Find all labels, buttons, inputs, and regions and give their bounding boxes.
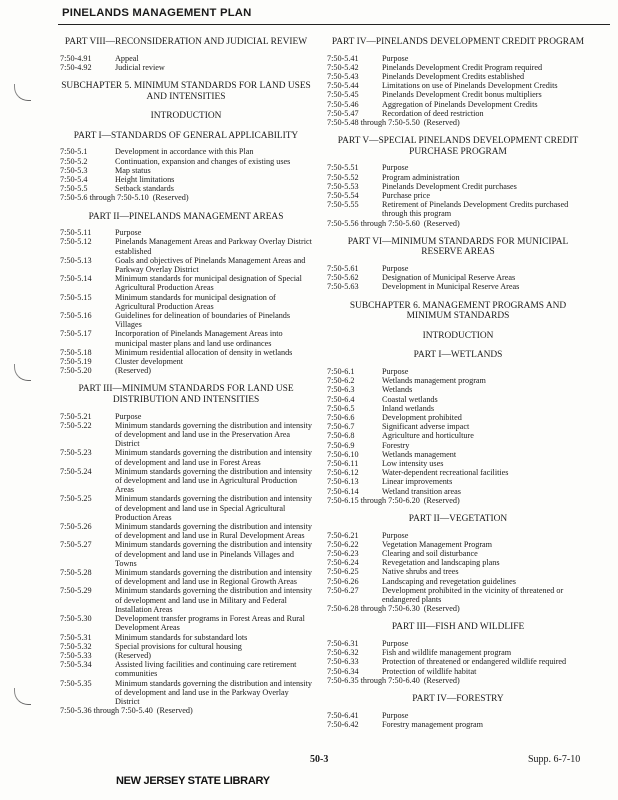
section-number: 7:50-6.24: [327, 558, 359, 568]
section-title: Map status: [115, 165, 151, 175]
binder-hole-mark: [14, 364, 31, 381]
section-entry: [327, 90, 589, 99]
section-number: 7:50-5.36 through 7:50-5.40: [60, 706, 153, 716]
section-number: 7:50-6.31: [327, 639, 359, 649]
section-entry: [327, 395, 589, 404]
section-entry: [60, 175, 312, 184]
section-title: Pinelands Development Credits established: [382, 72, 525, 81]
section-entry: [327, 100, 589, 109]
section-entry: [327, 72, 589, 81]
section-number: 7:50-5.19: [60, 357, 92, 367]
section-title: Purpose: [115, 228, 142, 238]
section-entry: [60, 642, 312, 651]
section-title: Development prohibited: [382, 413, 462, 423]
section-number: 7:50-5.63: [327, 282, 359, 292]
section-title: Purchase price: [382, 191, 430, 201]
section-number: 7:50-6.35 through 7:50-6.40: [327, 675, 420, 685]
section-entry: [60, 633, 312, 642]
section-entry-list: [327, 264, 589, 292]
page-number: 50-3: [310, 754, 329, 765]
section-number: 7:50-5.42: [327, 62, 359, 72]
section-entry-list: [327, 367, 589, 505]
section-heading: INTRODUCTION: [150, 111, 222, 122]
section-title: Minimum standards governing the distribution and intensity of development and land use in the Preservation Area District: [115, 420, 312, 449]
section-entry: [327, 540, 589, 549]
section-title: Wetland transition areas: [382, 486, 461, 496]
section-title: Minimum standards for municipal designation of Agricultural Production Areas: [115, 292, 276, 311]
section-entry: [60, 660, 312, 678]
section-number: 7:50-5.6 through 7:50-5.10: [60, 193, 149, 203]
section-title: Forestry: [382, 440, 410, 450]
section-entry-list: [327, 54, 589, 128]
section-heading: PART I—WETLANDS: [413, 350, 503, 361]
section-entry: [327, 163, 589, 172]
section-entry: [327, 219, 589, 228]
section-number: 7:50-5.55: [327, 200, 359, 210]
section-number: 7:50-5.2: [60, 156, 88, 166]
section-entry-list: [327, 531, 589, 614]
section-heading: PART V—SPECIAL PINELANDS DEVELOPMENT CREDIT PURCHASE PROGRAM: [337, 136, 579, 157]
section-entry: [60, 256, 312, 274]
section-title: Coastal wetlands: [382, 394, 438, 404]
section-entry: [327, 531, 589, 540]
section-entry: [60, 166, 312, 175]
section-title: Purpose: [382, 367, 409, 376]
section-title: Significant adverse impact: [382, 422, 470, 432]
section-entry: [327, 586, 589, 604]
section-entry: [327, 109, 589, 118]
section-entry: [60, 237, 312, 255]
section-number: 7:50-6.42: [327, 719, 359, 729]
section-number: 7:50-5.3: [60, 165, 88, 175]
section-number: 7:50-5.35: [60, 678, 92, 688]
section-number: 7:50-5.51: [327, 163, 359, 173]
section-entry: [327, 549, 589, 558]
section-entry: [327, 385, 589, 394]
section-title: Goals and objectives of Pinelands Management Areas and Parkway Overlay District: [115, 255, 306, 274]
section-number: 7:50-6.8: [327, 431, 355, 441]
section-title: Wetlands management: [382, 449, 457, 459]
section-entry: [60, 614, 312, 632]
section-title: Designation of Municipal Reserve Areas: [382, 273, 516, 283]
section-title: Special provisions for cultural housing: [115, 641, 242, 651]
section-title: Pinelands Development Credit bonus multipliers: [382, 90, 542, 100]
section-title: Minimum standards governing the distribution and intensity of development and land use in Military and Federal Installation Areas: [115, 586, 312, 614]
section-title: Minimum standards governing the distribution and intensity of development and land use in Special Agricultural Production Areas: [115, 494, 312, 522]
section-number: 7:50-5.24: [60, 466, 92, 476]
section-title: Purpose: [382, 163, 409, 173]
section-title: Development prohibited in the vicinity of threatened or endangered plants: [382, 585, 564, 605]
section-title: (Reserved): [423, 218, 460, 228]
section-entry: [60, 679, 312, 707]
section-number: 7:50-5.46: [327, 99, 359, 109]
section-title: Pinelands Development Credit Program required: [382, 62, 543, 72]
section-entry: [327, 63, 589, 72]
section-number: 7:50-6.22: [327, 539, 359, 549]
section-entry-list: [60, 412, 312, 716]
section-number: 7:50-6.10: [327, 449, 359, 459]
section-entry: [60, 193, 312, 202]
section-entry: [60, 274, 312, 292]
section-title: Minimum standards governing the distribution and intensity of development and land use in Pinelands Villages and Towns: [115, 540, 312, 568]
section-title: Guidelines for delineation of boundaries of Pinelands Villages: [115, 311, 291, 330]
section-number: 7:50-5.43: [327, 72, 359, 81]
section-number: 7:50-6.4: [327, 394, 355, 404]
section-title: Appeal: [115, 53, 139, 63]
section-entry: [60, 348, 312, 357]
section-title: Inland wetlands: [382, 403, 435, 413]
section-number: 7:50-5.56 through 7:50-5.60: [327, 218, 420, 228]
section-entry: [327, 422, 589, 431]
section-number: 7:50-5.27: [60, 540, 92, 550]
section-title: Fish and wildlife management program: [382, 648, 512, 658]
right-column: [327, 28, 589, 729]
section-number: 7:50-5.12: [60, 237, 92, 247]
section-number: 7:50-5.11: [60, 228, 92, 238]
section-number: 7:50-5.45: [327, 90, 359, 100]
section-number: 7:50-6.6: [327, 413, 355, 423]
binder-hole-mark: [14, 84, 31, 101]
section-number: 7:50-4.92: [60, 62, 92, 72]
section-entry: [60, 421, 312, 449]
section-number: 7:50-5.4: [60, 174, 88, 184]
section-heading: PART III—MINIMUM STANDARDS FOR LAND USE DISTRIBUTION AND INTENSITIES: [78, 384, 294, 406]
section-title: Height limitations: [115, 174, 175, 184]
section-number: 7:50-5.22: [60, 420, 92, 430]
section-title: Protection of wildlife habitat: [382, 666, 477, 676]
section-title: Wetlands management program: [382, 376, 486, 386]
section-title: Minimum standards governing the distribution and intensity of development and land use in Regional Growth Areas: [115, 568, 312, 587]
section-title: Incorporation of Pinelands Management Areas into municipal master plans and land use ordinances: [115, 329, 283, 348]
section-title: Cluster development: [115, 357, 183, 367]
section-number: 7:50-5.30: [60, 614, 92, 624]
section-title: Minimum standards for substandard lots: [115, 632, 248, 642]
section-number: 7:50-5.20: [60, 366, 92, 376]
section-number: 7:50-5.17: [60, 329, 92, 339]
section-title: Purpose: [382, 710, 409, 720]
section-title: Purpose: [382, 53, 409, 63]
section-entry: [60, 184, 312, 193]
section-title: Native shrubs and trees: [382, 567, 459, 577]
section-number: 7:50-5.25: [60, 494, 92, 504]
section-number: 7:50-5.41: [327, 53, 359, 63]
section-entry: [327, 720, 589, 729]
section-entry: [60, 448, 312, 466]
section-entry: [327, 468, 589, 477]
section-number: 7:50-6.23: [327, 549, 359, 559]
section-number: 7:50-6.14: [327, 486, 359, 496]
section-entry-list: [327, 163, 589, 227]
section-number: 7:50-6.33: [327, 657, 359, 667]
section-number: 7:50-6.41: [327, 710, 359, 720]
section-entry: [60, 329, 312, 347]
section-entry: [327, 191, 589, 200]
section-number: 7:50-6.21: [327, 530, 359, 540]
section-number: 7:50-5.44: [327, 81, 359, 91]
section-title: Water-dependent recreational facilities: [382, 468, 509, 478]
section-entry: [327, 441, 589, 450]
section-heading: SUBCHAPTER 6. MANAGEMENT PROGRAMS AND MINIMUM STANDARDS: [349, 300, 567, 322]
library-stamp: NEW JERSEY STATE LIBRARY: [116, 775, 270, 787]
section-entry: [60, 357, 312, 366]
section-title: (Reserved): [423, 118, 460, 128]
section-entry: [60, 467, 312, 495]
section-entry-list: [60, 147, 312, 202]
section-number: 7:50-6.12: [327, 468, 359, 478]
section-number: 7:50-6.9: [327, 440, 355, 450]
section-title: Minimum standards governing the distribution and intensity of development and land use in Rural Development Areas: [115, 522, 312, 541]
section-title: Pinelands Development Credit purchases: [382, 181, 517, 191]
section-title: (Reserved): [423, 604, 460, 614]
section-entry: [327, 577, 589, 586]
section-entry: [327, 431, 589, 440]
section-entry: [60, 586, 312, 614]
section-entry: [60, 54, 312, 63]
section-entry: [60, 63, 312, 72]
section-number: 7:50-6.34: [327, 666, 359, 676]
section-title: Judicial review: [115, 62, 165, 72]
section-number: 7:50-5.1: [60, 147, 88, 157]
section-number: 7:50-6.27: [327, 585, 359, 595]
section-title: Vegetation Management Program: [382, 539, 493, 549]
section-title: Minimum standards governing the distribution and intensity of development and land use in Forest Areas: [115, 448, 312, 467]
section-number: 7:50-6.5: [327, 403, 355, 413]
section-heading: PART IV—PINELANDS DEVELOPMENT CREDIT PROGRAM: [331, 37, 585, 47]
section-entry: [60, 366, 312, 375]
section-title: Purpose: [382, 530, 409, 540]
section-title: Assisted living facilities and continuing care retirement communities: [115, 660, 297, 679]
section-entry: [327, 450, 589, 459]
section-title: (Reserved): [156, 706, 193, 716]
section-entry: [60, 706, 312, 715]
section-number: 7:50-5.26: [60, 522, 92, 532]
section-entry-list: [60, 54, 312, 72]
section-entry: [327, 496, 589, 505]
section-entry: [327, 459, 589, 468]
section-number: 7:50-5.54: [327, 191, 359, 201]
header-rule: [58, 24, 610, 25]
section-number: 7:50-5.48 through 7:50-5.50: [327, 118, 420, 128]
section-title: (Reserved): [152, 193, 189, 203]
section-title: Landscaping and revegetation guidelines: [382, 576, 516, 586]
section-entry: [327, 273, 589, 282]
section-title: (Reserved): [423, 675, 460, 685]
section-title: (Reserved): [423, 495, 460, 505]
section-title: Pinelands Management Areas and Parkway Overlay District established: [115, 237, 312, 256]
section-number: 7:50-6.1: [327, 367, 355, 376]
section-entry: [327, 639, 589, 648]
section-entry-list: [60, 228, 312, 375]
section-entry: [327, 282, 589, 291]
section-entry: [327, 376, 589, 385]
section-number: 7:50-5.13: [60, 255, 92, 265]
section-entry: [327, 657, 589, 666]
section-number: 7:50-6.2: [327, 376, 355, 386]
section-number: 7:50-5.18: [60, 347, 92, 357]
section-number: 7:50-5.5: [60, 184, 88, 194]
section-title: Purpose: [382, 264, 409, 274]
section-number: 7:50-6.26: [327, 576, 359, 586]
left-column: [60, 28, 312, 715]
section-title: Development in accordance with this Plan: [115, 147, 254, 157]
section-number: 7:50-6.32: [327, 648, 359, 658]
section-entry: [327, 711, 589, 720]
section-heading: PART IV—FORESTRY: [412, 694, 504, 705]
section-number: 7:50-6.13: [327, 477, 359, 487]
section-entry: [327, 367, 589, 376]
section-entry: [60, 293, 312, 311]
section-title: Purpose: [115, 411, 142, 421]
section-title: (Reserved): [115, 650, 151, 660]
section-entry: [327, 173, 589, 182]
section-entry: [327, 81, 589, 90]
section-entry: [60, 147, 312, 156]
section-title: Limitations on use of Pinelands Development Credits: [382, 81, 558, 91]
section-entry: [60, 494, 312, 522]
section-title: Forestry management program: [382, 719, 483, 729]
section-number: 7:50-5.14: [60, 274, 92, 284]
section-number: 7:50-5.47: [327, 108, 359, 118]
section-number: 7:50-5.61: [327, 264, 359, 274]
section-entry: [327, 604, 589, 613]
section-number: 7:50-5.31: [60, 632, 92, 642]
section-entry: [60, 568, 312, 586]
section-number: 7:50-6.3: [327, 385, 355, 395]
supplement-date: Supp. 6-7-10: [528, 754, 581, 765]
section-entry: [60, 651, 312, 660]
section-number: 7:50-5.16: [60, 311, 92, 321]
section-title: Agriculture and horticulture: [382, 431, 474, 441]
section-title: Minimum standards for municipal designation of Special Agricultural Production Areas: [115, 274, 302, 293]
section-number: 7:50-5.21: [60, 411, 92, 421]
section-title: Continuation, expansion and changes of existing uses: [115, 156, 291, 166]
section-title: Low intensity uses: [382, 459, 444, 469]
section-number: 7:50-6.7: [327, 422, 355, 432]
section-entry: [327, 200, 589, 218]
section-entry: [327, 558, 589, 567]
section-title: Protection of threatened or endangered wildlife required: [382, 657, 567, 667]
section-number: 7:50-5.32: [60, 641, 92, 651]
section-entry: [60, 311, 312, 329]
section-heading: PART I—STANDARDS OF GENERAL APPLICABILITY: [73, 130, 299, 141]
section-entry: [327, 404, 589, 413]
section-title: Minimum standards governing the distribution and intensity of development and land use in the Parkway Overlay District: [115, 678, 312, 706]
section-number: 7:50-6.28 through 7:50-6.30: [327, 604, 420, 614]
section-number: 7:50-5.34: [60, 660, 92, 670]
section-number: 7:50-5.23: [60, 448, 92, 458]
section-heading: PART III—FISH AND WILDLIFE: [391, 622, 525, 633]
section-heading: SUBCHAPTER 5. MINIMUM STANDARDS FOR LAND USES AND INTENSITIES: [61, 81, 311, 102]
section-title: Development transfer programs in Forest Areas and Rural Development Areas: [115, 614, 305, 633]
section-entry-list: [327, 711, 589, 729]
section-number: 7:50-5.28: [60, 568, 92, 578]
section-title: Purpose: [382, 639, 409, 649]
section-number: 7:50-5.29: [60, 586, 92, 596]
section-number: 7:50-5.52: [327, 172, 359, 182]
section-title: Minimum residential allocation of density in wetlands: [115, 347, 293, 357]
section-number: 7:50-5.62: [327, 273, 359, 283]
section-number: 7:50-6.11: [327, 459, 359, 469]
section-entry: [327, 487, 589, 496]
section-entry-list: [327, 639, 589, 685]
section-entry: [327, 264, 589, 273]
section-title: Clearing and soil disturbance: [382, 549, 478, 559]
section-entry: [327, 118, 589, 127]
binder-hole-mark: [14, 688, 31, 705]
section-entry: [327, 182, 589, 191]
section-title: Linear improvements: [382, 477, 453, 487]
section-title: Aggregation of Pinelands Development Credits: [382, 99, 538, 109]
section-title: Program administration: [382, 172, 460, 182]
section-number: 7:50-5.15: [60, 292, 92, 302]
section-number: 7:50-5.53: [327, 181, 359, 191]
section-title: Retirement of Pinelands Development Credits purchased through this program: [382, 200, 569, 219]
section-title: Minimum standards governing the distribution and intensity of development and land use in Agricultural Production Areas: [115, 466, 312, 495]
section-number: 7:50-4.91: [60, 53, 92, 63]
section-entry: [60, 157, 312, 166]
section-entry: [327, 567, 589, 576]
section-number: 7:50-6.25: [327, 567, 359, 577]
section-number: 7:50-5.33: [60, 650, 92, 660]
section-entry: [327, 477, 589, 486]
section-entry: [327, 648, 589, 657]
section-entry: [327, 676, 589, 685]
section-title: Revegetation and landscaping plans: [382, 558, 500, 568]
section-title: Setback standards: [115, 184, 174, 194]
section-entry: [327, 667, 589, 676]
running-header-title: PINELANDS MANAGEMENT PLAN: [62, 7, 252, 19]
section-title: Development in Municipal Reserve Areas: [382, 282, 520, 292]
section-heading: PART VI—MINIMUM STANDARDS FOR MUNICIPAL RESERVE AREAS: [347, 236, 569, 258]
section-entry: [60, 412, 312, 421]
section-heading: PART II—PINELANDS MANAGEMENT AREAS: [88, 211, 284, 222]
section-entry: [60, 522, 312, 540]
section-entry: [60, 228, 312, 237]
section-title: Wetlands: [382, 385, 413, 395]
section-entry: [327, 54, 589, 63]
section-entry: [60, 540, 312, 568]
section-number: 7:50-6.15 through 7:50-6.20: [327, 495, 420, 505]
section-title: Recordation of deed restriction: [382, 108, 484, 118]
section-heading: PART II—VEGETATION: [408, 514, 508, 525]
section-heading: PART VIII—RECONSIDERATION AND JUDICIAL REVIEW: [64, 37, 308, 47]
section-heading: INTRODUCTION: [422, 330, 494, 341]
section-entry: [327, 413, 589, 422]
section-title: (Reserved): [115, 366, 151, 376]
